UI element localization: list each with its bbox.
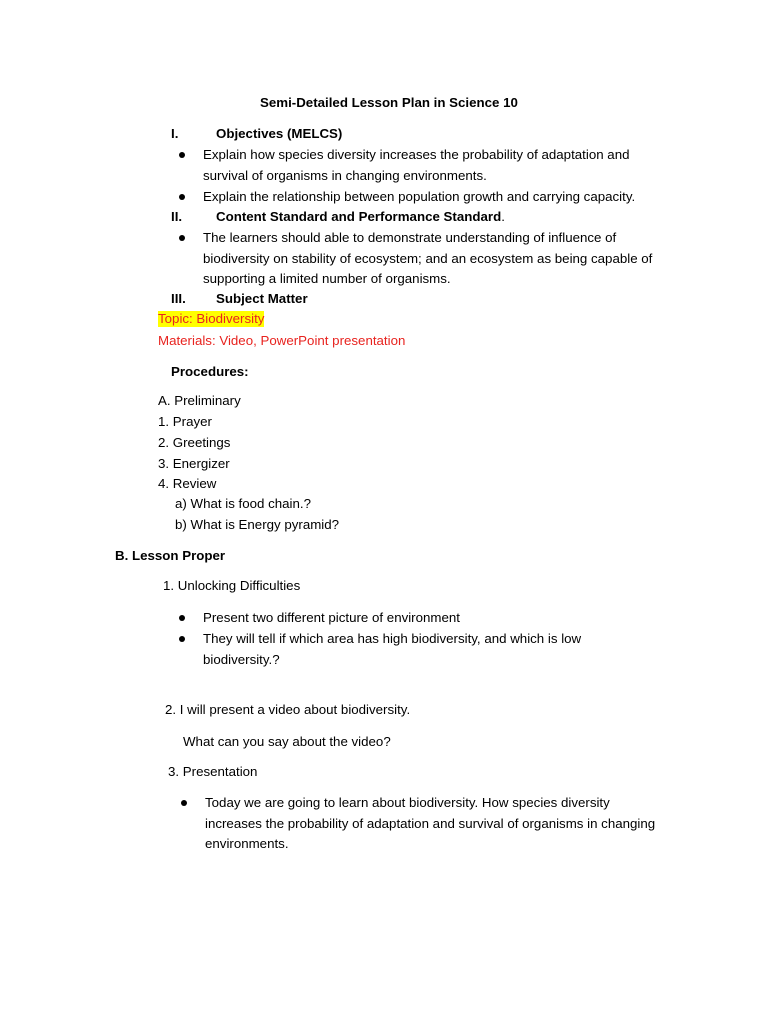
section-2-heading-line — [216, 209, 505, 225]
presentation-bullet-line-1: Today we are going to learn about biodiversity. How species diversity — [205, 795, 610, 810]
lesson-proper-heading: B. Lesson Proper — [115, 548, 226, 563]
video-question: What can you say about the video? — [183, 734, 391, 749]
section-2-heading: Content Standard and Performance Standard — [216, 209, 502, 224]
procedure-item: 3. Energizer — [158, 456, 230, 471]
standard-bullet-line-2: biodiversity on stability of ecosystem; and an ecosystem as being capable of — [203, 251, 653, 266]
procedure-item: 4. Review — [158, 476, 217, 491]
objective-bullet-1-line-1: Explain how species diversity increases the probability of adaptation and — [203, 147, 630, 162]
section-1-numeral: I. — [171, 126, 179, 141]
standard-bullet-line-1: The learners should able to demonstrate understanding of influence of — [203, 230, 617, 245]
topic-line: Topic: Biodiversity — [158, 311, 265, 326]
objective-bullet-1-line-2: survival of organisms in changing environments. — [203, 168, 487, 183]
procedures-heading: Procedures: — [171, 364, 249, 379]
procedure-item: 1. Prayer — [158, 414, 212, 429]
procedure-item: A. Preliminary — [158, 393, 241, 408]
section-2-numeral: II. — [171, 209, 183, 224]
standard-bullet-line-3: supporting a limited number of organisms. — [203, 271, 451, 286]
section-1-heading: Objectives (MELCS) — [216, 126, 343, 141]
presentation-heading: 3. Presentation — [168, 764, 258, 779]
review-question: a) What is food chain.? — [175, 496, 311, 511]
unlocking-bullet-2-line-1: They will tell if which area has high biodiversity, and which is low — [203, 631, 582, 646]
document-title: Semi-Detailed Lesson Plan in Science 10 — [260, 95, 518, 110]
presentation-bullet-line-2: increases the probability of adaptation and survival of organisms in changing — [205, 816, 656, 831]
materials-line: Materials: Video, PowerPoint presentation — [158, 333, 406, 348]
presentation-bullet-line-3: environments. — [205, 836, 289, 851]
objective-bullet-2-line-1: Explain the relationship between population growth and carrying capacity. — [203, 189, 636, 204]
unlocking-difficulties-heading: 1. Unlocking Difficulties — [163, 578, 301, 593]
review-question: b) What is Energy pyramid? — [175, 517, 340, 532]
section-2-heading-suffix: . — [501, 209, 505, 224]
section-3-numeral: III. — [171, 291, 186, 306]
section-3-heading: Subject Matter — [216, 291, 308, 306]
procedure-item: 2. Greetings — [158, 435, 231, 450]
unlocking-bullet-2-line-2: biodiversity.? — [203, 652, 280, 667]
video-line: 2. I will present a video about biodiversity. — [165, 702, 411, 717]
unlocking-bullet-1: Present two different picture of environment — [203, 610, 460, 625]
